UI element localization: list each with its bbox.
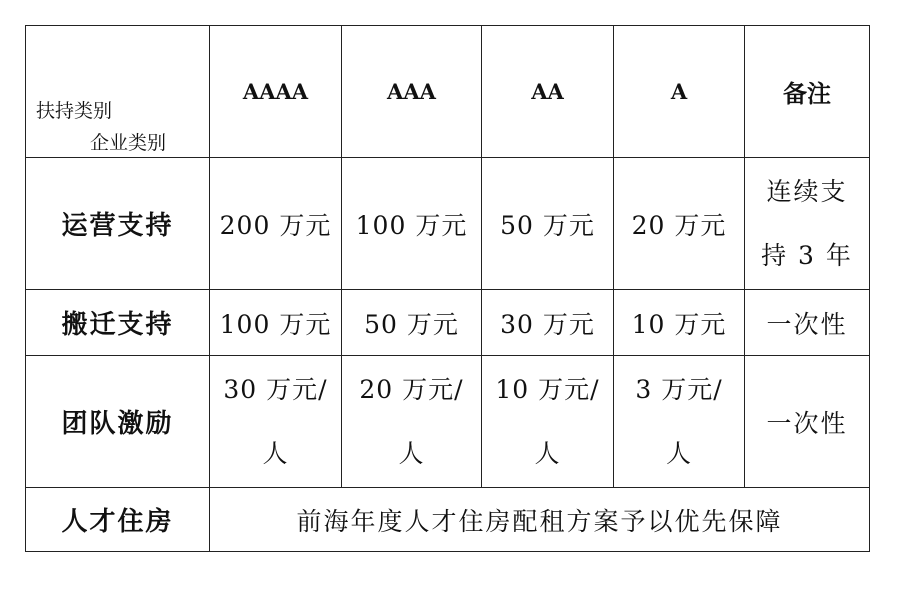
table-cell: 100 万元: [342, 158, 482, 290]
cell-line: 人: [262, 438, 289, 468]
cell-line: 3 万元/: [635, 374, 723, 404]
table-cell: [210, 356, 342, 488]
cell-line: 20 万元/: [359, 374, 464, 404]
table-row: [26, 158, 870, 290]
cell-line: 30 万元/: [223, 374, 328, 404]
cell-line: 人: [665, 438, 692, 468]
note-header: 备注: [745, 26, 870, 158]
note-cell: [745, 158, 870, 290]
cell-line: 人: [398, 438, 425, 468]
table-cell: 200 万元: [210, 158, 342, 290]
row-label-relocation-support: 搬迁支持: [26, 290, 210, 356]
talent-housing-text: 前海年度人才住房配租方案予以优先保障: [210, 488, 870, 552]
table-cell: 100 万元: [210, 290, 342, 356]
cell-line: 10 万元/: [495, 374, 600, 404]
table-cell: 10 万元: [614, 290, 745, 356]
table-row: [26, 290, 870, 356]
row-label-team-incentive: 团队激励: [26, 356, 210, 488]
table-row: [26, 488, 870, 552]
note-cell: 一次性: [745, 290, 870, 356]
table-cell: 50 万元: [342, 290, 482, 356]
note-cell: 一次性: [745, 356, 870, 488]
cell-line: 人: [534, 438, 561, 468]
table-cell: [342, 356, 482, 488]
table-row: [26, 356, 870, 488]
level-header-a: A: [614, 26, 745, 158]
policy-table: [25, 25, 870, 552]
row-label-operation-support: 运营支持: [26, 158, 210, 290]
table-cell: [614, 356, 745, 488]
support-category-label: 扶持类别: [36, 100, 113, 122]
row-label-talent-housing: 人才住房: [26, 488, 210, 552]
note-line: 连续支: [766, 176, 848, 206]
note-line: 持 3 年: [761, 240, 853, 270]
table-cell: 50 万元: [482, 158, 614, 290]
table-cell: 30 万元: [482, 290, 614, 356]
header-row: [26, 26, 870, 158]
table-cell: 20 万元: [614, 158, 745, 290]
enterprise-category-label: 企业类别: [90, 132, 167, 154]
level-header-aa: AA: [482, 26, 614, 158]
corner-header-cell: [26, 26, 210, 158]
level-header-aaa: AAA: [342, 26, 482, 158]
level-header-aaaa: AAAA: [210, 26, 342, 158]
table-cell: [482, 356, 614, 488]
